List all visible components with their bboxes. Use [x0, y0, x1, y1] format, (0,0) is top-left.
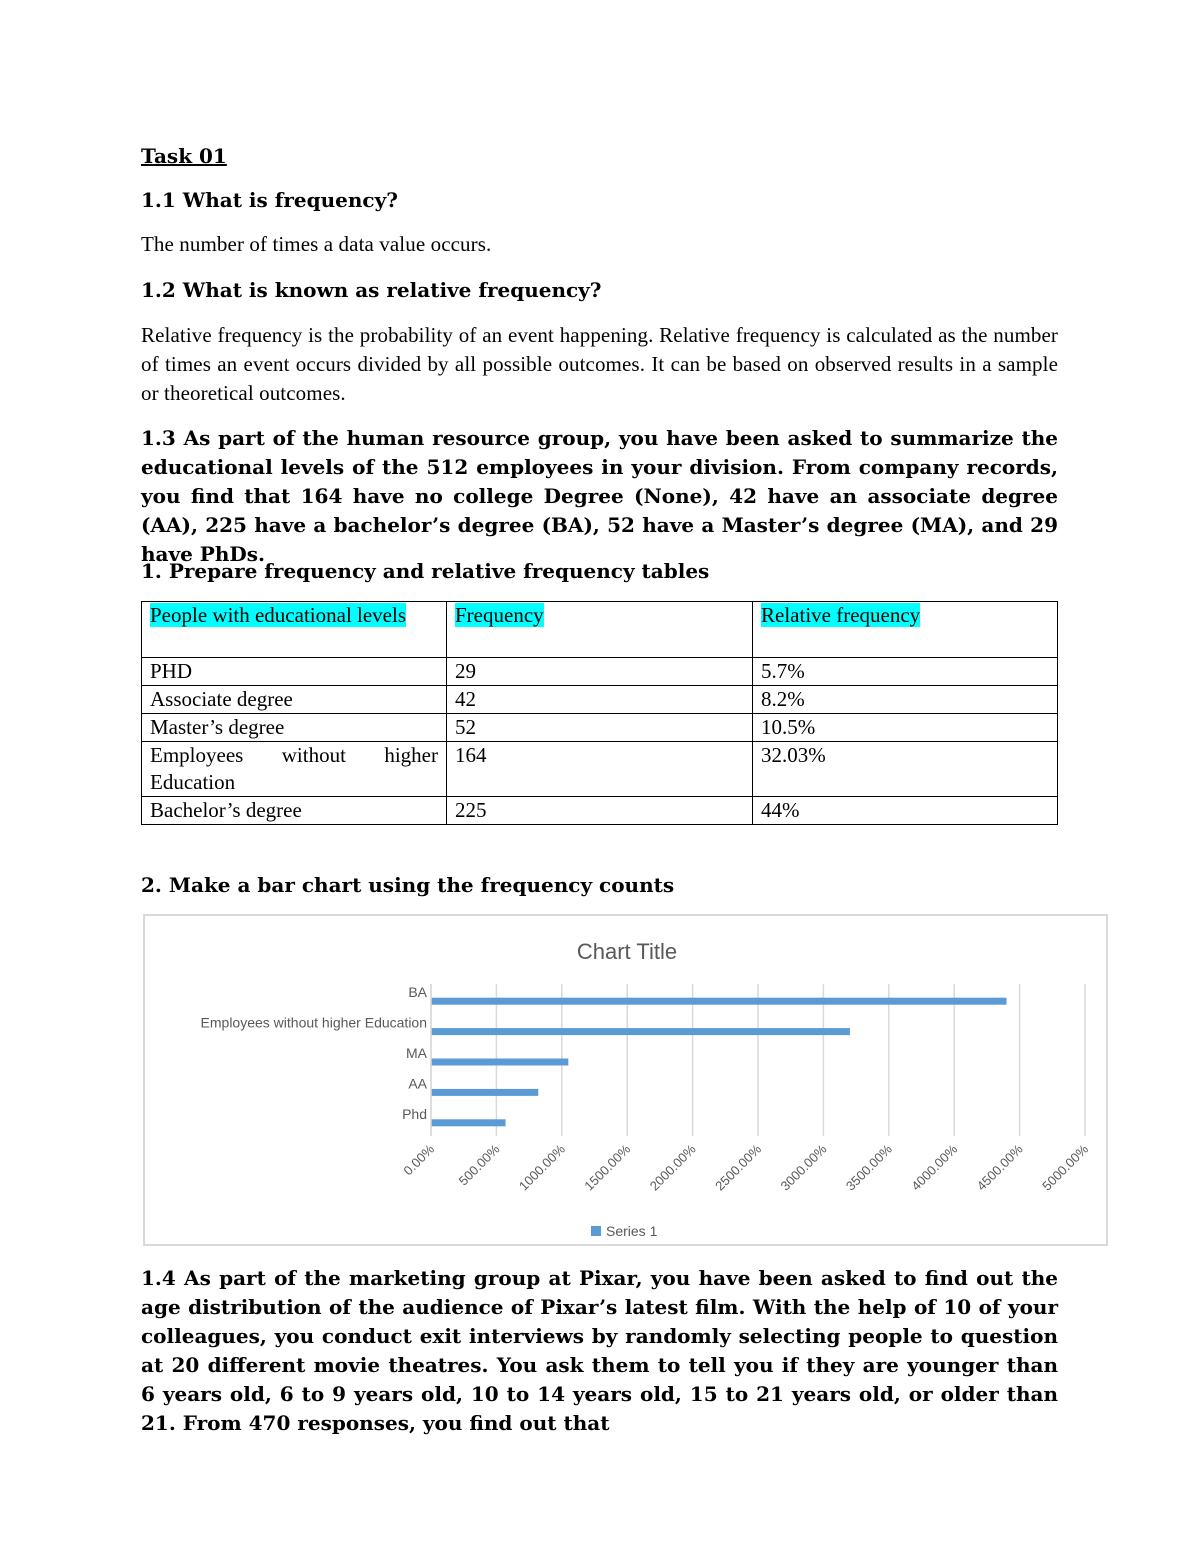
table-cell: 164 — [447, 742, 753, 797]
step-2-heading: 2. Make a bar chart using the frequency counts — [141, 873, 675, 897]
x-tick-label: 3500.00% — [842, 1141, 895, 1194]
header-education: People with educational levels — [150, 603, 407, 627]
y-category-label: MA — [406, 1045, 427, 1061]
frequency-table — [141, 601, 1058, 825]
question-1-1: 1.1 What is frequency? — [141, 188, 398, 212]
x-tick-label: 3000.00% — [777, 1141, 830, 1194]
answer-1-1: The number of times a data value occurs. — [141, 232, 492, 256]
x-tick-label: 4500.00% — [973, 1141, 1026, 1194]
bar-chart-svg — [145, 916, 1110, 1248]
answer-1-2: Relative frequency is the probability of an event happening. Relative frequency is calculated as the number of times an event occurs divided by all possible outcomes. It can be based on observed results in a sample or theoretical outcomes. — [141, 323, 1058, 405]
table-cell: Master’s degree — [142, 714, 447, 742]
x-tick-label: 2000.00% — [646, 1141, 699, 1194]
table-row — [142, 658, 1058, 686]
question-1-4: 1.4 As part of the marketing group at Pixar, you have been asked to find out the age distribution of the audience of Pixar’s latest film. With the help of 10 of your colleagues, you conduct exit interviews by randomly selecting people to question at 20 different movie theatres. You ask them to tell you if they are younger than 6 years old, 6 to 9 years old, 10 to 14 years old, 15 to 21 years old, or older than 21. From 470 responses, you find out that — [141, 1266, 1058, 1435]
table-cell: Bachelor’s degree — [142, 797, 447, 825]
table-row — [142, 686, 1058, 714]
table-header-row — [142, 602, 1058, 658]
legend-label: Series 1 — [606, 1223, 658, 1239]
table-cell: 42 — [447, 686, 753, 714]
x-tick-label: 4000.00% — [908, 1141, 961, 1194]
bar — [431, 1028, 850, 1035]
table-cell: 32.03% — [753, 742, 1058, 797]
x-tick-label: 1000.00% — [515, 1141, 568, 1194]
table-header-cell — [142, 602, 447, 658]
table-cell: 5.7% — [753, 658, 1058, 686]
table-cell: Employees without higher Education — [142, 742, 447, 797]
task-title: Task 01 — [141, 144, 227, 168]
table-cell: 10.5% — [753, 714, 1058, 742]
table-cell: 29 — [447, 658, 753, 686]
bar — [431, 998, 1007, 1005]
table-row — [142, 742, 1058, 797]
table-cell: 52 — [447, 714, 753, 742]
table-header-cell — [447, 602, 753, 658]
bar — [431, 1059, 568, 1066]
table-cell: PHD — [142, 658, 447, 686]
y-category-label: AA — [408, 1075, 427, 1092]
table-cell: Associate degree — [142, 686, 447, 714]
legend-swatch — [591, 1226, 601, 1236]
table-cell: 44% — [753, 797, 1058, 825]
y-category-label: BA — [408, 984, 427, 1001]
table-row — [142, 797, 1058, 825]
x-tick-label: 500.00% — [455, 1141, 503, 1189]
header-relative-frequency: Relative frequency — [761, 603, 921, 627]
x-tick-label: 5000.00% — [1039, 1141, 1092, 1194]
y-category-label: Phd — [402, 1105, 427, 1122]
chart-title: Chart Title — [576, 939, 678, 964]
bar-chart — [143, 914, 1108, 1246]
table-cell: 225 — [447, 797, 753, 825]
question-1-2: 1.2 What is known as relative frequency? — [141, 278, 602, 302]
header-frequency: Frequency — [455, 603, 544, 627]
table-cell: 8.2% — [753, 686, 1058, 714]
bar — [431, 1119, 506, 1126]
question-1-3: 1.3 As part of the human resource group, you have been asked to summarize the educational levels of the 512 employees in your division. From company records, you find that 164 have no college Degree (None), 42 have an associate degree (AA), 225 have a bachelor’s degree (BA), 52 have a Master’s degree (MA), and 29 have PhDs. — [141, 426, 1058, 566]
bar — [431, 1089, 538, 1096]
x-tick-label: 0.00% — [400, 1141, 438, 1179]
table-header-cell — [753, 602, 1058, 658]
x-tick-label: 1500.00% — [581, 1141, 634, 1194]
table-row — [142, 714, 1058, 742]
step-1-heading: 1. Prepare frequency and relative frequency tables — [141, 559, 710, 583]
x-tick-label: 2500.00% — [712, 1141, 765, 1194]
y-category-label: Employees without higher Education — [200, 1014, 427, 1031]
